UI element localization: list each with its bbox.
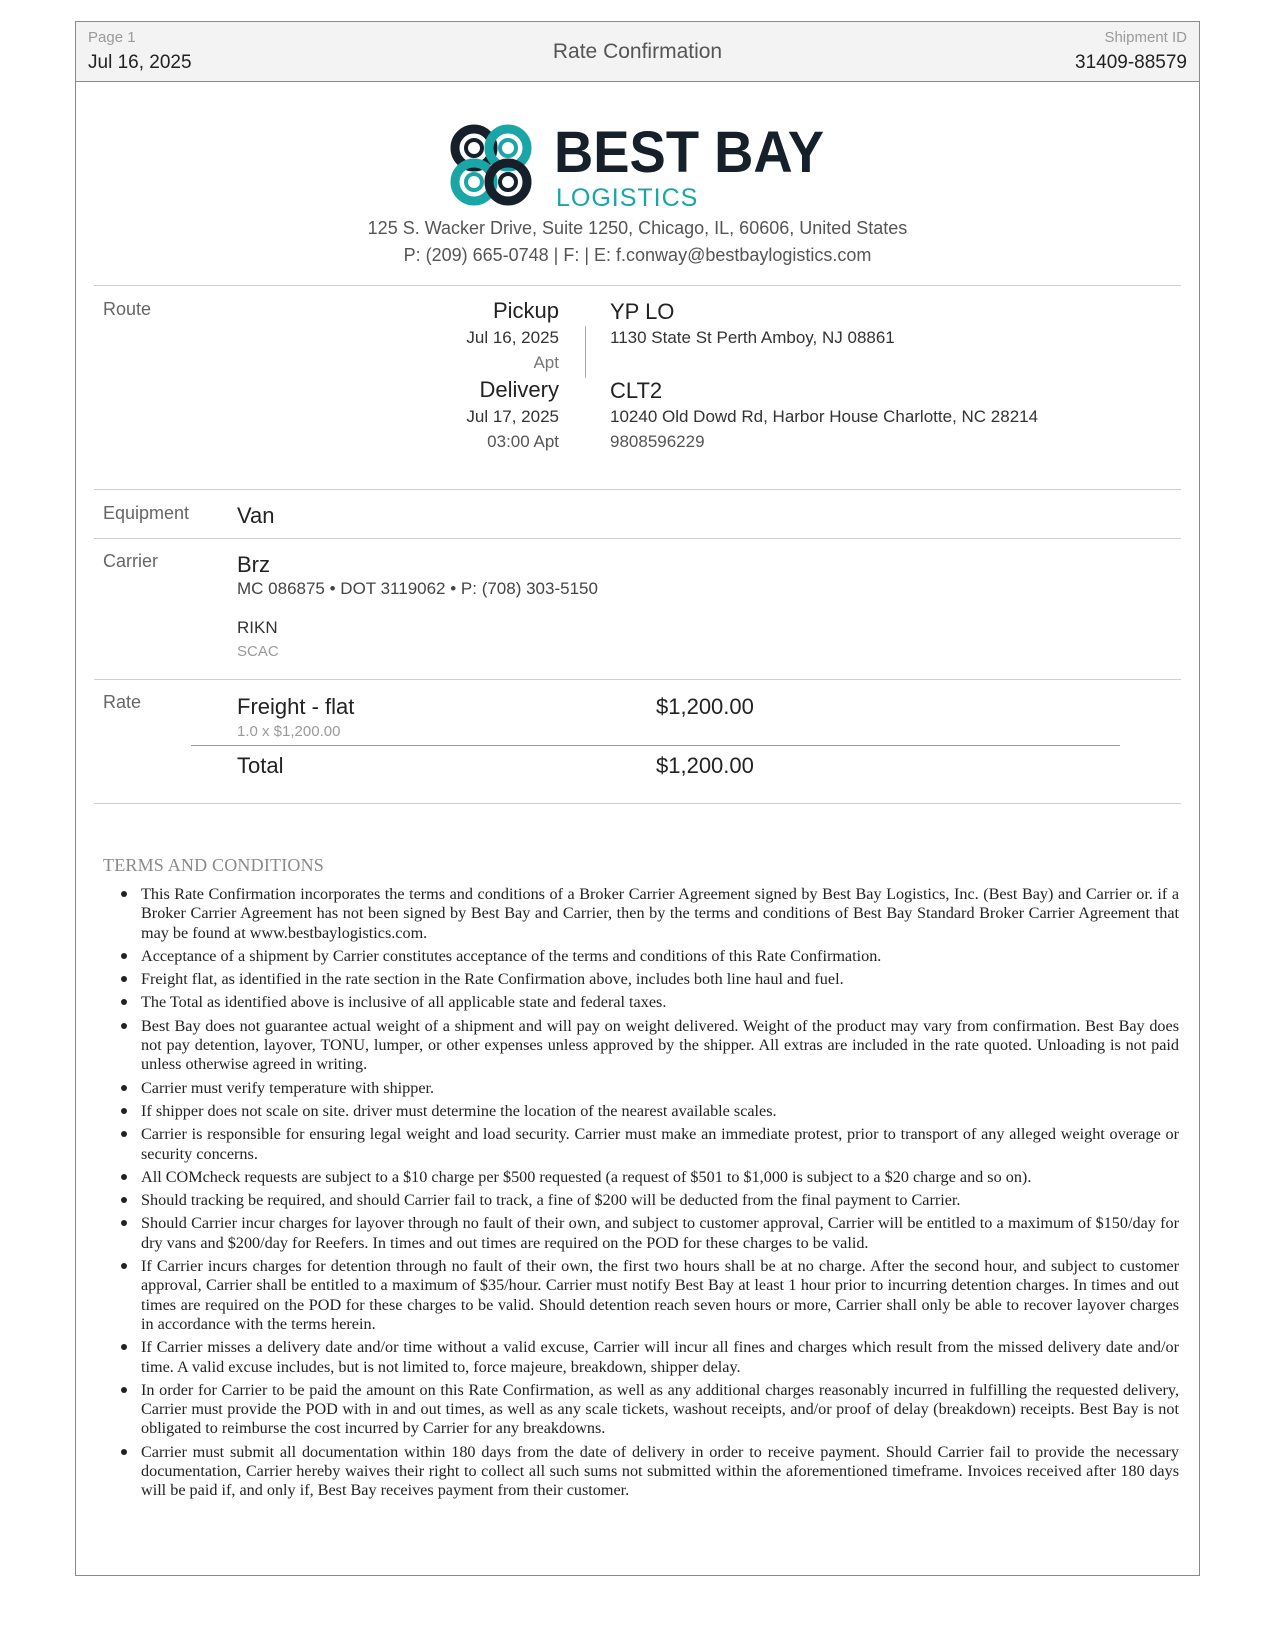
terms-item: All COMcheck requests are subject to a $10 charge per $500 requested (a request of $501 to $1,000 is subject to a $20 charge and so on). xyxy=(119,1168,1179,1187)
terms-item: Freight flat, as identified in the rate section in the Rate Confirmation above, includes both line haul and fuel. xyxy=(119,970,1179,989)
carrier-label: Carrier xyxy=(103,551,159,571)
terms-item: Acceptance of a shipment by Carrier constitutes acceptance of the terms and conditions of this Rate Confirmation. xyxy=(119,947,1179,966)
rate-item: Freight - flat xyxy=(237,694,355,719)
route-label: Route xyxy=(103,299,152,319)
terms-item: If Carrier misses a delivery date and/or time without a valid excuse, Carrier will incur all fines and charges which result from the missed delivery date and/or time. A valid excuse includes, but is not limited to, force majeure, breakdown, shipper delay. xyxy=(119,1338,1179,1377)
rate-confirmation-page xyxy=(75,21,1200,1576)
equipment-value: Van xyxy=(237,503,275,528)
logo-mark-icon xyxy=(446,120,826,220)
company-logo xyxy=(446,120,826,225)
shipment-id-label: Shipment ID xyxy=(1104,29,1187,46)
total-label: Total xyxy=(237,753,284,778)
carrier-details: MC 086875 • DOT 3119062 • P: (708) 303-5150 xyxy=(237,579,598,598)
divider xyxy=(94,489,1181,490)
rate-item-amount: $1,200.00 xyxy=(656,694,754,719)
divider xyxy=(94,679,1181,680)
delivery-time: 03:00 Apt xyxy=(487,432,559,451)
company-address: 125 S. Wacker Drive, Suite 1250, Chicago, IL, 60606, United States xyxy=(367,218,908,238)
document-title: Rate Confirmation xyxy=(552,40,723,63)
pickup-label: Pickup xyxy=(492,298,559,323)
route-connector xyxy=(585,326,586,378)
delivery-name: CLT2 xyxy=(610,378,663,403)
terms-item: Should Carrier incur charges for layover through no fault of their own, and subject to customer approval, Carrier will be entitled to a maximum of $150/day for dry vans and $200/day for Reefers. In times and out times are required on the POD for these charges to be valid. xyxy=(119,1214,1179,1253)
carrier-name: Brz xyxy=(237,552,270,577)
terms-item: Carrier must submit all documentation within 180 days from the date of delivery in order to receive payment. Should Carrier fail to provide the necessary documentation, Carrier hereby waives their right to collect all such sums not submitted within the aforementioned timeframe. Invoices received after 180 days will be paid if, and only if, Best Bay receives payment from their customer. xyxy=(119,1443,1179,1501)
terms-item: If Carrier incurs charges for detention through no fault of their own, the first two hours shall be at no charge. After the second hour, and subject to customer approval, Carrier shall be entitled to a maximum of $35/hour. Carrier must notify Best Bay at least 1 hour prior to incurring detention charges. In times and out times are required on the POD for these charges to be valid. Should detention reach seven hours or more, Carrier shall only be able to recover layover charges in accordance with the terms herein. xyxy=(119,1257,1179,1334)
delivery-date: Jul 17, 2025 xyxy=(466,407,559,426)
pickup-name: YP LO xyxy=(610,299,675,324)
terms-item: The Total as identified above is inclusive of all applicable state and federal taxes. xyxy=(119,993,1179,1012)
rate-item-detail: 1.0 x $1,200.00 xyxy=(237,723,341,740)
terms-item: Carrier must verify temperature with shipper. xyxy=(119,1079,1179,1098)
terms-item: This Rate Confirmation incorporates the terms and conditions of a Broker Carrier Agreement signed by Best Bay Logistics, Inc. (Best Bay) and Carrier or. if a Broker Carrier Agreement has not been signed by Best Bay and Carrier, then by the terms and conditions of Best Bay Standard Broker Carrier Agreement that may be found at www.bestbaylogistics.com. xyxy=(119,885,1179,943)
logo-name: BEST BAY xyxy=(554,120,824,185)
pickup-date: Jul 16, 2025 xyxy=(466,328,559,347)
company-contact: P: (209) 665-0748 | F: | E: f.conway@bestbaylogistics.com xyxy=(403,245,872,265)
scac-label: SCAC xyxy=(237,643,279,660)
terms-item: Carrier is responsible for ensuring legal weight and load security. Carrier must make an immediate protest, prior to transport of any alleged weight overage or security concerns. xyxy=(119,1125,1179,1164)
terms-list xyxy=(119,885,1179,1505)
terms-item: Best Bay does not guarantee actual weight of a shipment and will pay on weight delivered. Weight of the product may vary from confirmation. Best Bay does not pay detention, layover, TONU, lumper, or other expenses unless approved by the shipper. All extras are included in the rate quoted. Unloading is not paid unless otherwise agreed in writing. xyxy=(119,1017,1179,1075)
pickup-time: Apt xyxy=(533,353,559,372)
page-header xyxy=(76,22,1199,82)
pickup-address: 1130 State St Perth Amboy, NJ 08861 xyxy=(610,328,895,347)
scac-value: RIKN xyxy=(237,618,278,637)
divider xyxy=(94,285,1181,286)
divider xyxy=(94,803,1181,804)
terms-item: Should tracking be required, and should Carrier fail to track, a fine of $200 will be deducted from the final payment to Carrier. xyxy=(119,1191,1179,1210)
delivery-phone: 9808596229 xyxy=(610,432,705,451)
delivery-address: 10240 Old Dowd Rd, Harbor House Charlotte, NC 28214 xyxy=(610,407,1039,426)
rate-label: Rate xyxy=(103,692,142,712)
divider xyxy=(94,538,1181,539)
shipment-id: 31409-88579 xyxy=(1075,52,1187,73)
equipment-label: Equipment xyxy=(103,503,190,523)
page-label: Page 1 xyxy=(88,29,136,46)
terms-item: In order for Carrier to be paid the amount on this Rate Confirmation, as well as any additional charges reasonably incurred in fulfilling the requested delivery, Carrier must provide the POD with in and out times, as well as any scale tickets, washout receipts, and/or proof of delay (breakdown) receipts. Best Bay is not obligated to reimburse the cost incurred by Carrier for any breakdowns. xyxy=(119,1381,1179,1439)
delivery-label: Delivery xyxy=(479,377,559,402)
header-date: Jul 16, 2025 xyxy=(88,52,192,73)
logo-sub: LOGISTICS xyxy=(556,184,699,212)
total-amount: $1,200.00 xyxy=(656,753,754,778)
terms-title: TERMS AND CONDITIONS xyxy=(103,855,325,875)
terms-item: If shipper does not scale on site. driver must determine the location of the nearest available scales. xyxy=(119,1102,1179,1121)
total-divider xyxy=(191,745,1120,746)
